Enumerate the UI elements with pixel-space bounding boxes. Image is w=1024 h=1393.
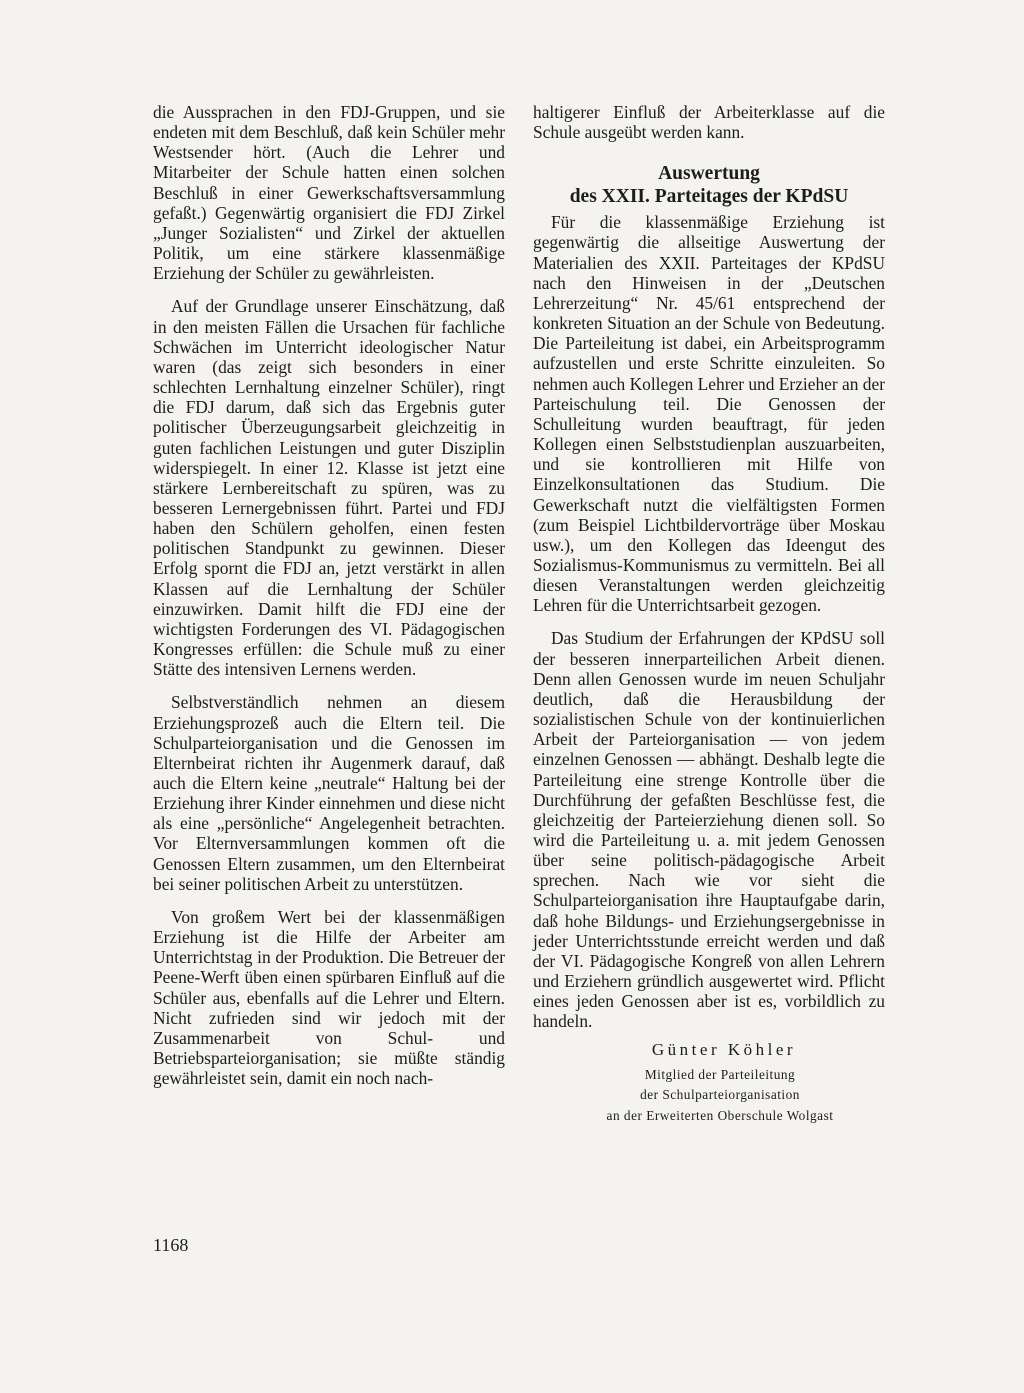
author-role-line: der Schulparteiorganisation [640,1087,800,1103]
paragraph: Von großem Wert bei der klassenmäßigen Erziehung ist die Hilfe der Arbeiter am Unterrichtstag in der Produktion. Die Betreuer der Peene-Werft üben einen spürbaren Einfluß auf die Schüler aus, ebenfalls auf die Lehrer und Eltern. Nicht zufrieden sind wir jedoch mit der Zusammenarbeit von Schul- und Betriebsparteiorganisation; sie müßte ständig gewährleistet sein, damit ein noch nach- [153,906,505,1089]
author-role-line: an der Erweiterten Oberschule Wolgast [606,1107,834,1123]
author-role [533,1065,885,1127]
paragraph: Für die klassenmäßige Erziehung ist gegenwärtig die allseitige Auswertung der Materialien des XXII. Parteitages der KPdSU nach den Hinweisen in der „Deutschen Lehrerzeitung“ Nr. 45/61 entsprechend der konkreten Situation an der Schule von Bedeutung. Die Parteileitung ist dabei, ein Arbeitsprogramm aufzustellen und erste Schritte einzuleiten. So nehmen auch Kollegen Lehrer und Erzieher an der Parteischulung teil. Die Genossen der Schulleitung wurden beauftragt, für jeden Kollegen einen Selbststudienplan auszuarbeiten, und sie kontrollieren mit Hilfe von Einzelkonsultationen das Studium. Die Gewerkschaft nutzt die vielfältigsten Formen (zum Beispiel Lichtbildervorträge über Moskau usw.), um den Kollegen das Ideengut des Sozialismus-Kommunismus zu vermitteln. Bei all diesen Veranstaltungen werden gleichzeitig Lehren für die Unterrichtsarbeit gezogen. [533,212,885,616]
section-heading-line: des XXII. Parteitages der KPdSU [569,186,849,208]
section-heading-line: Auswertung [658,163,760,185]
paragraph-continuation: haltigerer Einfluß der Arbeiterklasse auf die Schule ausgeübt werden kann. [533,102,885,143]
paragraph: Selbstverständlich nehmen an diesem Erziehungsprozeß auch die Eltern teil. Die Schulparteiorganisation und die Genossen im Elternbeirat richten ihr Augenmerk darauf, daß auch die Eltern keine „neutrale“ Haltung bei der Erziehung ihrer Kinder einnehmen und diese nicht als eine „persönliche“ Angelegenheit betrachten. Vor Elternversammlungen kommen oft die Genossen Eltern zusammen, um den Elternbeirat bei seiner politischen Arbeit zu unterstützen. [153,692,505,894]
paragraph: Auf der Grundlage unserer Einschätzung, daß in den meisten Fällen die Ursachen für fachliche Schwächen im Unterricht ideologischer Natur waren (das zeigt sich besonders in einer schlechten Lernhaltung einzelner Schüler), ringt die FDJ darum, daß sich das Ergebnis guter politischer Überzeugungsarbeit gleichzeitig in guten fachlichen Leistungen und guter Disziplin widerspiegelt. In einer 12. Klasse ist jetzt eine stärkere Lernbereitschaft zu spüren, was zu besseren Lernergebnissen führt. Partei und FDJ haben den Schülern geholfen, einen festen politischen Standpunkt zu gewinnen. Dieser Erfolg spornt die FDJ an, jetzt verstärkt in allen Klassen auf die Lernhaltung der Schüler einzuwirken. Damit hilft die FDJ eine der wichtigsten Forderungen des VI. Pädagogischen Kongresses erfüllen: die Schule muß zu einer Stätte des intensiven Lernens werden. [153,296,505,680]
right-column [533,102,885,1126]
paragraph: Das Studium der Erfahrungen der KPdSU soll der besseren innerparteilichen Arbeit dienen. Denn allen Genossen wurde im neuen Schuljahr deutlich, daß die Herausbildung der sozialistischen Schule von der kontinuierlichen Arbeit der Parteiorganisation — von jedem einzelnen Genossen — abhängt. Deshalb legte die Parteileitung eine strenge Kontrolle über die Durchführung der gefaßten Beschlüsse fest, die gleichzeitig der Parteierziehung dienen soll. So wird die Parteileitung u. a. mit jedem Genossen über seine politisch-pädagogische Arbeit sprechen. Nach wie vor sieht die Schulparteiorganisation ihre Hauptaufgabe darin, daß hohe Bildungs- und Erziehungsergebnisse in jeder Unterrichtsstunde erreicht werden und daß der VI. Pädagogische Kongreß von allen Lehrern und Erziehern gründlich ausgewertet wird. Pflicht eines jeden Genossen aber ist es, vorbildlich zu handeln. [533,628,885,1032]
left-column [153,102,505,1088]
section-heading [533,162,885,208]
author-role-line: Mitglied der Parteileitung [644,1066,796,1082]
paragraph: die Aussprachen in den FDJ-Gruppen, und sie endeten mit dem Beschluß, daß kein Schüler mehr Westsender hört. (Auch die Lehrer und Mitarbeiter der Schule hatten einen solchen Beschluß in einer Gewerkschaftsversammlung gefaßt.) Gegenwärtig organisiert die FDJ Zirkel „Junger Sozialisten“ und Zirkel der aktuellen Politik, um eine stärkere klassenmäßige Erziehung der Schüler zu gewährleisten. [153,102,505,284]
page-number: 1168 [153,1235,189,1255]
author-name: Günter Köhler [651,1039,797,1059]
